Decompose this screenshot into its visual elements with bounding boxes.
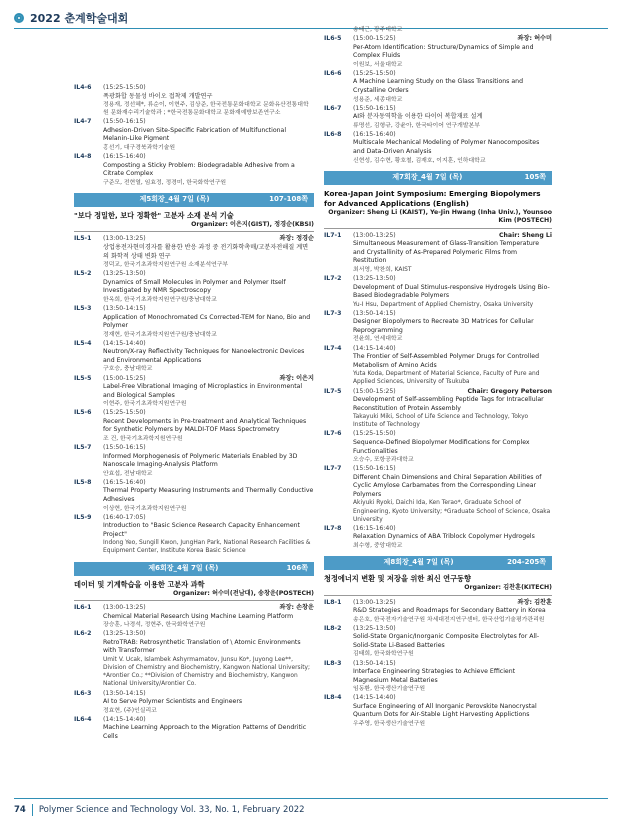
entry-time: (13:50-14:15) — [353, 309, 396, 317]
entry-title: Development of Self-assembling Peptide Tags for Intracellular Reconstitution of Protein Assembly — [353, 396, 544, 412]
program-entry — [74, 153, 314, 187]
entry-time: (16:15-16:40) — [103, 153, 146, 161]
entry-time: (13:50-14:15) — [353, 659, 396, 667]
entry-title: AI to Serve Polymer Scientists and Engineers — [103, 698, 243, 706]
program-entry — [74, 340, 314, 374]
entry-title: R&D Strategies and Roadmaps for Secondary Battery in Korea — [353, 607, 546, 615]
entry-title: Solid-State Organic/Inorganic Composite Electrolytes for All-Solid-State Li-Based Batteries — [353, 633, 540, 649]
entry-body — [103, 340, 314, 374]
program-entry — [324, 599, 552, 624]
entry-body — [103, 84, 314, 117]
entry-body — [353, 26, 552, 34]
entry-code: IL7-7 — [324, 465, 342, 473]
program-entry — [324, 430, 552, 464]
entry-authors: 구호승, 충남대학교 — [103, 366, 153, 373]
program-entry — [74, 514, 314, 556]
entry-chair: 좌장: 김찬훈 — [517, 598, 552, 606]
entry-body — [353, 310, 552, 344]
entry-code: IL7-1 — [324, 231, 342, 239]
entry-time: (15:25-15:50) — [353, 430, 396, 438]
entry-authors: 정효현, (주)인실리코 — [103, 707, 157, 714]
entry-code — [324, 26, 353, 34]
left-column — [74, 84, 314, 742]
entry-body — [353, 525, 552, 550]
entry-body — [103, 375, 314, 409]
entry-body — [103, 604, 314, 629]
entry-chair: Chair: Gregory Peterson — [467, 387, 552, 395]
program-entry — [74, 235, 314, 269]
entry-title: Sequence-Defined Biopolymer Modifications for Complex Functionalities — [353, 438, 530, 455]
session-label: 제6회장_4월 7일 (목) — [148, 563, 219, 572]
entry-time-line — [103, 479, 314, 488]
entry-title: Development of Dual Stimulus-responsive Hydrogels Using Bio-Based Biodegradable Polymers — [353, 283, 550, 300]
entry-title: A Machine Learning Study on the Glass Transitions and Crystalline Orders — [353, 78, 523, 95]
entry-authors: 구준모, 전현열, 임효정, 정경미, 한국화학연구원 — [103, 179, 227, 186]
session-label: 제8회장_4월 7일 (목) — [383, 558, 454, 567]
program-entry — [324, 26, 552, 34]
program-entry — [324, 525, 552, 550]
entry-time-line — [103, 514, 314, 523]
entry-time: (15:00-15:25) — [353, 35, 396, 43]
entry-authors: Takayuki Miki, School of Life Science and Technology, Tokyo Institute of Technology — [353, 414, 529, 429]
entry-body — [353, 105, 552, 130]
entry-authors: Akiyuki Ryoki, Daichi Ida, Ken Terao*, Graduate School of Engineering, Kyoto University; *Graduate School of Science, Osaka University — [353, 500, 551, 523]
right-column — [324, 26, 552, 729]
entry-code: IL6-5 — [324, 35, 342, 43]
entry-body — [103, 479, 314, 513]
entry-code: IL6-7 — [324, 104, 342, 112]
program-entry — [324, 625, 552, 659]
entry-authors: 한옥희, 한국기초과학지원연구원/충남대학교 — [103, 296, 217, 303]
entry-body — [353, 465, 552, 524]
entry-body — [103, 716, 314, 742]
program-entry — [324, 232, 552, 274]
entry-time-line — [103, 444, 314, 453]
entry-code: IL5-3 — [74, 304, 92, 312]
entry-time: (13:50-14:15) — [103, 689, 146, 697]
entry-authors: Yuta Koda, Department of Material Science, Faculty of Pure and Applied Sciences, University of Tsukuba — [353, 371, 540, 386]
entry-title: Chemical Material Research Using Machine Learning Platform — [103, 612, 294, 620]
entry-code: IL8-3 — [324, 659, 342, 667]
entry-code: IL5-2 — [74, 270, 92, 278]
entry-time: (15:50-16:15) — [353, 104, 396, 112]
entry-body — [353, 694, 552, 728]
entry-title: Thermal Property Measuring Instruments and Thermally Conductive Adhesives — [103, 487, 314, 503]
entry-time: (13:25-13:50) — [353, 624, 396, 632]
entry-body — [103, 444, 314, 478]
entry-title: Simultaneous Measurement of Glass-Transition Temperature and Crystallinity of As-Prepared Polymeric Films from Restitution — [353, 240, 540, 265]
entry-authors: Umit V. Ucak, Islambek Ashyrmamatov, Junsu Ko*, Juyong Lee**, Division of Chemistry and Biochemistry, Kangwon National University; *Arontier Co.; **Division of Chemistry and Biochemistry, Kangwon National University/Arontier Co. — [103, 656, 310, 688]
entry-authors: 홍선기, 대구경북과학기술원 — [103, 145, 176, 152]
session-organizer: Organizer: 허수미(전남대), 송창운(POSTECH) — [173, 589, 314, 597]
entry-body — [353, 430, 552, 464]
entry-body — [353, 131, 552, 165]
entry-time: (16:15-16:40) — [103, 478, 146, 486]
entry-authors: Yu-I Hsu, Department of Applied Chemistry, Osaka University — [353, 301, 534, 308]
circle-bullet-icon — [14, 13, 24, 23]
program-entry — [74, 118, 314, 152]
entry-time: (15:50-16:15) — [103, 118, 146, 126]
session-bar — [324, 171, 552, 185]
entry-time: (13:25-13:50) — [353, 275, 396, 283]
program-entry — [324, 131, 552, 165]
entry-authors: 최서영, 박찬희, KAIST — [353, 266, 412, 273]
entry-time-line — [103, 340, 314, 349]
entry-title: Recent Developments in Pre-treatment and Analytical Techniques for Synthetic Polymers by MALDI-TOF Mass Spectrometry — [103, 417, 307, 434]
entry-code: IL6-4 — [74, 715, 92, 723]
entry-title: Dynamics of Small Molecules in Polymer and Polymer Itself Investigated by NMR Spectroscopy — [103, 278, 286, 295]
entry-body — [353, 275, 552, 309]
entry-code: IL6-3 — [74, 689, 92, 697]
entry-title: Adhesion-Driven Site-Specific Fabrication of Multifunctional Melanin-Like Pigment — [103, 126, 287, 143]
entry-time-line — [103, 604, 314, 613]
entry-code: IL5-4 — [74, 339, 92, 347]
entry-title: The Frontier of Self-Assembled Polymer Drugs for Controlled Metabolism of Amino Acids — [353, 353, 540, 369]
entry-time: (13:50-14:15) — [103, 304, 146, 312]
entry-time: (13:00-13:25) — [353, 598, 396, 606]
entry-code: IL6-6 — [324, 69, 342, 77]
header-title: 2022 춘계학술대회 — [30, 12, 129, 25]
entry-time-line — [353, 388, 552, 397]
entry-time-line — [353, 625, 552, 634]
entry-authors: 송은호, 한국전자기술연구원 차세대전지연구센터, 한국산업기술평가관리원 — [353, 616, 545, 623]
entry-code: IL5-9 — [74, 513, 92, 521]
program-entry — [74, 716, 314, 742]
entry-time-line — [103, 235, 314, 244]
session-bar — [324, 556, 552, 570]
entry-time-line — [353, 694, 552, 703]
entry-body — [353, 345, 552, 387]
entry-code: IL6-8 — [324, 130, 342, 138]
entry-title: 폭광화합 동물성 바이오 접착제 개발연구 — [103, 92, 213, 100]
entry-body — [103, 305, 314, 339]
entry-code: IL7-6 — [324, 430, 342, 438]
entry-time: (15:25-15:50) — [103, 84, 146, 91]
entry-body — [353, 660, 552, 694]
page-number: 74 — [14, 805, 26, 815]
entry-authors: 송태근, 광주대학교 — [353, 27, 403, 33]
entry-authors: 장승훈, 나경석, 정현주, 한국화학연구원 — [103, 622, 206, 629]
entry-time: (13:25-13:50) — [103, 630, 146, 638]
entry-time: (15:25-15:50) — [353, 69, 396, 77]
entry-body — [103, 514, 314, 556]
entry-time: (13:00-13:25) — [103, 604, 146, 612]
entry-title: Surface Engineering of All Inorganic Perovskite Nanocrystal Quantum Dots for Air-Stable Light Harvesting Applictions — [353, 702, 537, 719]
entry-title: Machine Learning Approach to the Migration Patterns of Dendritic Cells — [103, 724, 307, 740]
entry-authors: 김태희, 한국화학연구원 — [353, 651, 414, 658]
entry-code: IL5-1 — [74, 235, 92, 243]
entry-time-line — [353, 345, 552, 354]
entry-code: IL5-7 — [74, 444, 92, 452]
session-divider — [324, 595, 552, 596]
program-entry — [324, 465, 552, 524]
program-entry — [324, 388, 552, 430]
entry-code: IL4-6 — [74, 84, 92, 91]
entry-authors: 조 건, 한국기초과학지원연구원 — [103, 435, 183, 442]
entry-title: Composting a Sticky Problem: Biodegradable Adhesive from a Citrate Complex — [103, 161, 295, 178]
entry-body — [353, 232, 552, 274]
entry-time: (16:40-17:05) — [103, 513, 146, 521]
entry-time-line — [353, 430, 552, 439]
entry-body — [103, 118, 314, 152]
entry-code: IL5-8 — [74, 478, 92, 486]
entry-time-line — [103, 84, 314, 93]
session-organizer: Organizer: Sheng Li (KAIST), Ye-Jin Hwang (Inha Univ.), Younsoo Kim (POSTECH) — [328, 208, 552, 225]
entry-time-line — [353, 465, 552, 474]
entry-time-line — [103, 375, 314, 384]
entry-time-line — [353, 599, 552, 608]
entry-authors: 임동환, 한국생산기술연구원 — [353, 686, 426, 693]
program-entry — [324, 694, 552, 728]
entry-time: (14:15-14:40) — [103, 715, 146, 723]
entry-time-line — [353, 660, 552, 669]
program-entry — [324, 35, 552, 69]
entry-title: AI와 분자동역학을 이용한 타이어 복합재료 설계 — [353, 113, 483, 121]
entry-code: IL7-4 — [324, 344, 342, 352]
entry-time-line — [353, 525, 552, 534]
session-label: 제7회장_4월 7일 (목) — [392, 172, 463, 181]
entry-authors: 이상현, 한국기초과학지원연구원 — [103, 505, 187, 512]
entry-time: (15:50-16:15) — [103, 444, 146, 452]
program-entry — [324, 660, 552, 694]
entry-time-line — [103, 690, 314, 699]
entry-authors: 이현주, 한국기초과학지원연구원 — [103, 401, 187, 408]
entry-body — [353, 70, 552, 104]
session-pages: 204-205쪽 — [507, 558, 546, 567]
entry-code: IL4-7 — [74, 118, 92, 126]
page-footer — [14, 804, 305, 816]
session-title: "보다 정밀한, 보다 정확한" 고분자 소재 분석 기술 — [74, 210, 234, 220]
session-divider — [74, 231, 314, 232]
entry-time: (13:00-13:25) — [353, 231, 396, 239]
entry-code: IL7-5 — [324, 387, 342, 395]
entry-chair: 좌장: 이은지 — [279, 374, 314, 382]
entry-code: IL8-2 — [324, 624, 342, 632]
entry-time: (16:15-16:40) — [353, 524, 396, 532]
entry-authors: 최수형, 중앙대학교 — [353, 542, 403, 549]
program-entry — [324, 345, 552, 387]
entry-time: (15:50-16:15) — [353, 465, 396, 473]
entry-code: IL6-1 — [74, 604, 92, 612]
entry-authors: Indong Yeo, Sungill Kwon, JungHan Park, National Research Facilities & Equipment Center, Institute Korea Basic Science — [103, 540, 311, 555]
entry-title: 상업용전자현미경자를 활용한 반응 과정 중 전기화학촉매/고분자전해질 계면의 화학적 상태 변화 연구 — [103, 243, 309, 260]
session-bar — [74, 562, 314, 576]
entry-time: (15:25-15:50) — [103, 409, 146, 417]
program-entry — [74, 604, 314, 629]
session-pages: 107-108쪽 — [269, 195, 308, 204]
session-title: 데이터 및 기계학습을 이용한 고분자 과학 — [74, 579, 205, 589]
entry-authors: 오승수, 포항공과대학교 — [353, 457, 414, 464]
entry-title: Multiscale Mechanical Modeling of Polymer Nanocomposites and Data-Driven Analysis — [353, 139, 540, 156]
program-entry — [74, 270, 314, 304]
footer-divider — [14, 798, 608, 799]
entry-time-line — [353, 70, 552, 79]
entry-body — [103, 409, 314, 443]
entry-chair: 좌장: 손창운 — [279, 604, 314, 612]
program-entry — [324, 105, 552, 130]
program-entry — [74, 375, 314, 409]
entry-body — [103, 270, 314, 304]
entry-authors: 전윤희, 연세대학교 — [353, 336, 403, 343]
entry-time-line — [353, 275, 552, 284]
entry-time: (14:15-14:40) — [353, 694, 396, 702]
program-entry — [74, 690, 314, 715]
session-pages: 105쪽 — [524, 172, 546, 181]
entry-time-line — [353, 131, 552, 140]
entry-body — [353, 599, 552, 624]
entry-title: Label-Free Vibrational Imaging of Microplastics in Environmental and Biological Samples — [103, 383, 303, 399]
entry-code: IL5-6 — [74, 409, 92, 417]
program-entry — [74, 630, 314, 688]
program-entry — [74, 479, 314, 513]
entry-authors: 정재현, 한국기초과학지원연구원/충남대학교 — [103, 331, 217, 338]
session-pages: 106쪽 — [286, 563, 308, 572]
program-entry — [74, 444, 314, 478]
entry-code: IL7-2 — [324, 275, 342, 283]
entry-time: (15:00-15:25) — [103, 374, 146, 382]
entry-time-line — [103, 118, 314, 127]
entry-title: Application of Monochromated Cs Corrected-TEM for Nano, Bio and Polymer — [103, 313, 311, 330]
session-label: 제5회장_4월 7일 (목) — [139, 195, 210, 204]
entry-time-line — [353, 310, 552, 319]
program-entry — [324, 275, 552, 309]
entry-code: IL7-3 — [324, 309, 342, 317]
entry-time: (16:15-16:40) — [353, 130, 396, 138]
session-organizer: Organizer: 이은지(GIST), 정경순(KBSI) — [191, 220, 314, 228]
program-entry — [324, 310, 552, 344]
entry-time-line — [103, 305, 314, 314]
entry-title: Per-Atom Identification: Structure/Dynamics of Simple and Complex Fluids — [353, 43, 534, 60]
entry-time-line — [103, 630, 314, 639]
entry-body — [353, 35, 552, 69]
program-entry — [74, 409, 314, 443]
entry-chair: Chair: Sheng Li — [498, 231, 552, 239]
entry-authors: 류명선, 김형규, 강윤아, 한국타이어 연구개발본부 — [353, 122, 480, 129]
entry-time-line — [353, 105, 552, 114]
session-bar — [74, 193, 314, 207]
entry-code: IL8-1 — [324, 598, 342, 606]
entry-time-line — [103, 716, 314, 725]
entry-time-line — [353, 35, 552, 44]
program-entry — [74, 84, 314, 117]
entry-code: IL4-8 — [74, 153, 92, 161]
page-header — [14, 10, 128, 26]
entry-authors: 이원보, 서울대학교 — [353, 61, 403, 68]
entry-authors: 성용준, 세종대학교 — [353, 96, 403, 103]
entry-body — [353, 388, 552, 430]
entry-code: IL8-4 — [324, 694, 342, 702]
session-divider — [74, 600, 314, 601]
session-title: Korea-Japan Joint Symposium: Emerging Biopolymers for Advanced Applications (English) — [324, 188, 541, 208]
entry-time: (14:15-14:40) — [103, 339, 146, 347]
entry-code: IL7-8 — [324, 524, 342, 532]
entry-title: Different Chain Dimensions and Chiral Separation Abilities of Cyclic Amylose Carbamates from the Corresponding Linear Polymers — [353, 473, 542, 498]
entry-chair: 좌장: 정경순 — [279, 235, 314, 243]
entry-body — [103, 630, 314, 688]
entry-time: (14:15-14:40) — [353, 344, 396, 352]
entry-title: Informed Morphogenesis of Polymeric Materials Enabled by 3D Nanoscale Imaging-Analysis Platform — [103, 452, 298, 469]
entry-authors: 우주영, 한국생산기술연구원 — [353, 720, 426, 727]
session-divider — [324, 228, 552, 229]
program-entry — [74, 305, 314, 339]
entry-title: RetroTRAB: Retrosynthetic Translation of \ Atomic Environments with Transformer — [103, 638, 301, 655]
entry-body — [103, 235, 314, 269]
entry-time-line — [103, 153, 314, 162]
entry-chair: 좌장: 허수미 — [517, 35, 552, 43]
entry-title: Neutron/X-ray Reflectivity Techniques for Nanoelectronic Devices and Environmental Applications — [103, 348, 305, 364]
entry-authors: 신현성, 김수현, 황호철, 김재호, 이지훈, 인하대학교 — [353, 157, 486, 164]
entry-time-line — [103, 270, 314, 279]
entry-body — [353, 625, 552, 659]
entry-authors: 안효섭, 전남대학교 — [103, 470, 153, 477]
entry-authors: 정용재, 정선혜*, 류순이, 이현주, 김상준, 한국전통문화대학교 문화유산전통대학원 문화재수리기술학과 ; *한국전통문화대학교 문화재예방보존연구소 — [103, 102, 309, 117]
journal-citation: Polymer Science and Technology Vol. 33, No. 1, February 2022 — [38, 805, 305, 815]
session-title: 청정에너지 변환 및 저장을 위한 최신 연구동향 — [324, 574, 471, 584]
entry-time: (13:25-13:50) — [103, 270, 146, 278]
entry-body — [103, 690, 314, 715]
entry-time: (15:00-15:25) — [353, 387, 396, 395]
entry-time: (13:00-13:25) — [103, 235, 146, 243]
entry-title: Introduction to "Basic Science Research Capacity Enhancement Project" — [103, 522, 300, 538]
entry-title: Interface Engineering Strategies to Achieve Efficient Magnesium Metal Batteries — [353, 668, 516, 684]
footer-separator — [32, 804, 33, 816]
session-organizer: Organizer: 김찬훈(KITECH) — [464, 583, 552, 591]
entry-authors: 정덕교, 한국기초과학지원연구원 소재분석연구부 — [103, 262, 229, 269]
entry-code: IL6-2 — [74, 630, 92, 638]
entry-code: IL5-5 — [74, 374, 92, 382]
entry-time-line — [103, 409, 314, 418]
program-entry — [324, 70, 552, 104]
entry-body — [103, 153, 314, 187]
entry-title: Relaxation Dynamics of ABA Triblock Copolymer Hydrogels — [353, 533, 535, 541]
entry-time-line — [353, 232, 552, 241]
entry-title: Designer Biopolymers to Recreate 3D Matrices for Cellular Reprogramming — [353, 318, 534, 334]
